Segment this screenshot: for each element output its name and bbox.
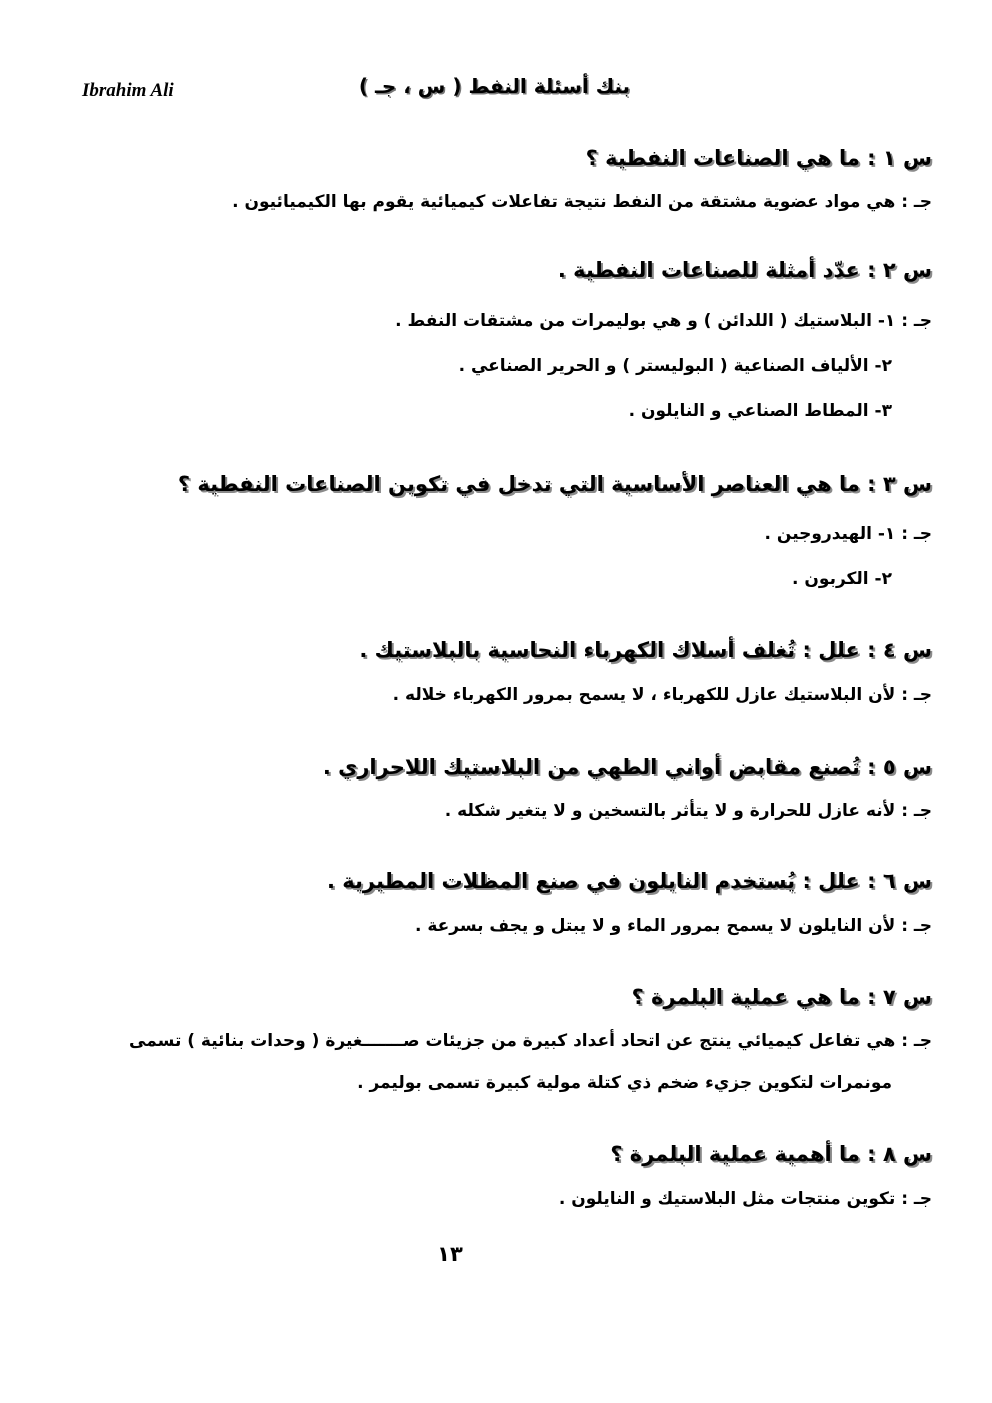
page-title: بنك أسئلة النفط ( س ، جـ ) — [358, 74, 630, 98]
author-name: Ibrahim Ali — [82, 80, 174, 101]
answer-8: جـ : تكوين منتجات مثل البلاستيك و النايلون . — [558, 1189, 932, 1209]
answer-3-item-1: جـ : ١- الهيدروجين . — [764, 524, 932, 544]
question-1: س ١ : ما هي الصناعات النفطية ؟ — [585, 146, 932, 170]
question-5: س ٥ : تُصنع مقابض أواني الطهي من البلاستيك اللاحراري . — [322, 755, 932, 779]
answer-5: جـ : لأنه عازل للحرارة و لا يتأثر بالتسخين و لا يتغير شكله . — [444, 801, 932, 821]
question-6: س ٦ : علل : يُستخدم النايلون في صنع المظلات المطيرية . — [327, 869, 932, 893]
answer-7-line-1: جـ : هي تفاعل كيميائي ينتج عن اتحاد أعداد كبيرة من جزيئات صـــــــغيرة ( وحدات بنائية ) تسمى — [129, 1031, 932, 1051]
answer-4: جـ : لأن البلاستيك عازل للكهرباء ، لا يسمح بمرور الكهرباء خلاله . — [392, 685, 932, 705]
answer-2-item-1: جـ : ١- البلاستيك ( اللدائن ) و هي بوليمرات من مشتقات النفط . — [395, 311, 932, 331]
answer-6: جـ : لأن النايلون لا يسمح بمرور الماء و لا يبتل و يجف بسرعة . — [414, 916, 932, 936]
answer-7-line-2: مونمرات لتكوين جزيء ضخم ذي كتلة مولية كبيرة تسمى بوليمر . — [357, 1073, 892, 1093]
answer-3-item-2: ٢- الكربون . — [792, 569, 892, 589]
question-7: س ٧ : ما هي عملية البلمرة ؟ — [631, 985, 932, 1009]
question-3: س ٣ : ما هي العناصر الأساسية التي تدخل في تكوين الصناعات النفطية ؟ — [177, 472, 932, 496]
answer-2-item-3: ٣- المطاط الصناعي و النايلون . — [628, 401, 892, 421]
page-number: ١٣ — [437, 1242, 463, 1266]
question-4: س ٤ : علل : تُغلف أسلاك الكهرباء النحاسية بالبلاستيك . — [359, 638, 932, 662]
answer-7 — [74, 1020, 932, 1104]
question-8: س ٨ : ما أهمية عملية البلمرة ؟ — [610, 1142, 932, 1166]
answer-1: جـ : هي مواد عضوية مشتقة من النفط نتيجة تفاعلات كيميائية يقوم بها الكيميائيون . — [232, 192, 932, 212]
question-2: س ٢ : عدّد أمثلة للصناعات النفطية . — [557, 258, 932, 282]
answer-2-item-2: ٢- الألياف الصناعية ( البوليستر ) و الحرير الصناعي . — [458, 356, 892, 376]
